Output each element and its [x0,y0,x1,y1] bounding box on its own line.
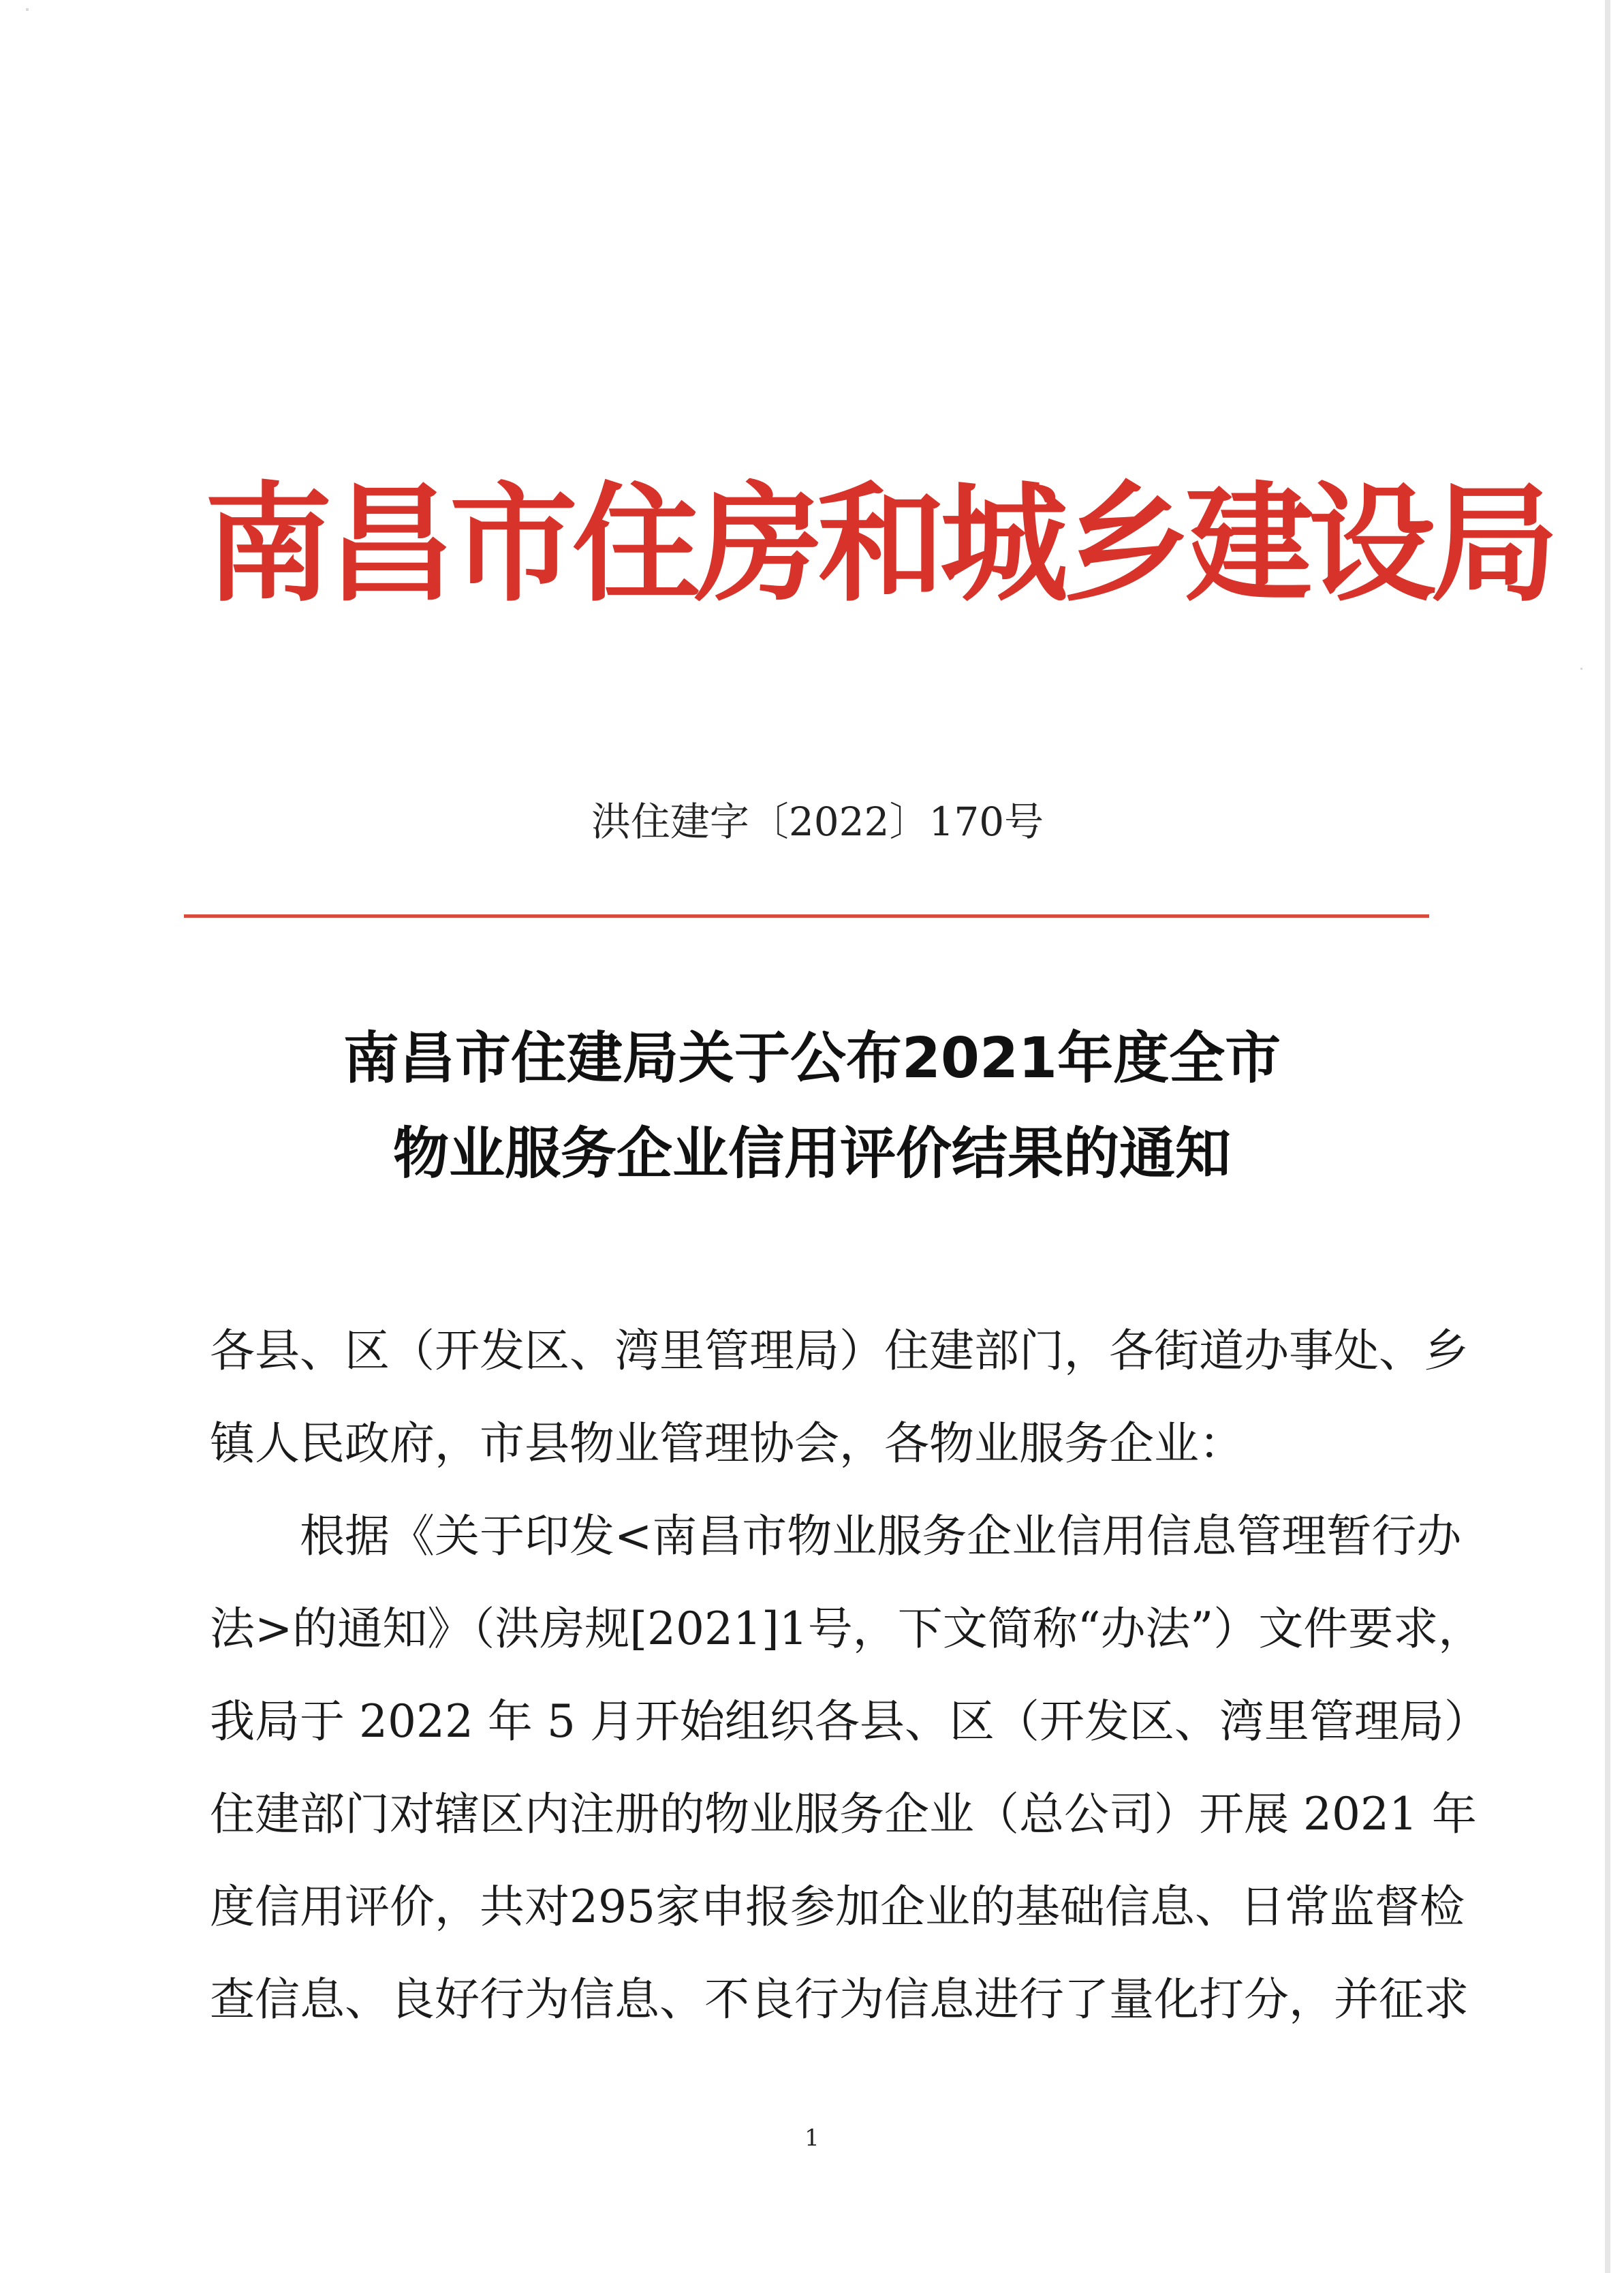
document-number: 洪住建字〔2022〕170号 [591,799,1044,845]
body-line: 住建部门对辖区内注册的物业服务企业（总公司）开展 2021 年 [210,1788,1477,1840]
scan-speck [26,8,29,11]
notice-title-line-2: 物业服务企业信用评价结果的通知 [392,1122,1231,1186]
body-line: 度信用评价，共对295家申报参加企业的基础信息、日常监督检 [210,1881,1465,1933]
page-number: 1 [805,2124,819,2152]
body-line: 法>的通知》（洪房规[2021]1号，下文简称“办法”）文件要求， [210,1603,1484,1655]
body-line: 根据《关于印发<南昌市物业服务企业信用信息管理暂行办 [300,1510,1462,1562]
letterhead-red-rule [184,914,1429,918]
scan-edge-shadow [1605,0,1610,2273]
body-line: 查信息、良好行为信息、不良行为信息进行了量化打分，并征求 [210,1973,1469,2026]
body-line: 镇人民政府，市县物业管理协会，各物业服务企业： [210,1417,1244,1470]
body-line: 各县、区（开发区、湾里管理局）住建部门，各街道办事处、乡 [210,1325,1469,1377]
body-line: 我局于 2022 年 5 月开始组织各县、区（开发区、湾里管理局） [210,1695,1489,1748]
scan-speck [1580,668,1582,670]
notice-title-line-1: 南昌市住建局关于公布2021年度全市 [343,1026,1281,1091]
letterhead-agency-name: 南昌市住房和城乡建设局 [204,469,1553,619]
